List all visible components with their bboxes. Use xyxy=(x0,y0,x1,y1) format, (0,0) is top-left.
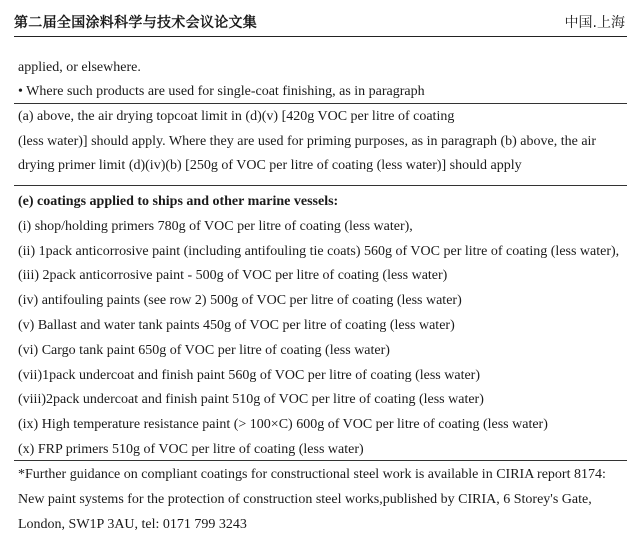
footnote-line: New paint systems for the protection of construction steel works,published by CIRIA, 6 Storey's Gate, xyxy=(18,492,592,507)
list-item: (x) FRP primers 510g of VOC per litre of coating (less water) xyxy=(18,442,364,457)
list-item: (viii)2pack undercoat and finish paint 510g of VOC per litre of coating (less water) xyxy=(18,392,484,407)
text-line: applied, or elsewhere. xyxy=(18,60,141,75)
conference-location: 中国.上海 xyxy=(564,15,625,31)
text-line: (less water)] should apply. Where they are used for priming purposes, as in paragraph (b) above, the air xyxy=(18,134,597,149)
list-item: (iv) antifouling paints (see row 2) 500g of VOC per litre of coating (less water) xyxy=(18,293,462,308)
footnote-line: London, SW1P 3AU, tel: 0171 799 3243 xyxy=(18,517,247,532)
list-item: (vii)1pack undercoat and finish paint 560g of VOC per litre of coating (less water) xyxy=(18,368,480,383)
list-item: (iii) 2pack anticorrosive paint - 500g of VOC per litre of coating (less water) xyxy=(18,268,448,283)
page-header xyxy=(14,10,627,37)
text-line: • Where such products are used for single-coat finishing, as in paragraph xyxy=(18,84,425,99)
section-heading: (e) coatings applied to ships and other marine vessels: xyxy=(18,194,339,209)
footnote-line: *Further guidance on compliant coatings for constructional steel work is available in CIRIA report 8174: xyxy=(18,467,606,482)
proceedings-title: 第二届全国涂料科学与技术会议论文集 xyxy=(14,15,258,31)
table-rule xyxy=(14,460,627,461)
table-rule xyxy=(14,185,627,186)
list-item: (ix) High temperature resistance paint (> 100×C) 600g of VOC per litre of coating (less water) xyxy=(18,417,548,432)
list-item: (vi) Cargo tank paint 650g of VOC per litre of coating (less water) xyxy=(18,343,390,358)
text-line: (a) above, the air drying topcoat limit in (d)(v) [420g VOC per litre of coating xyxy=(18,109,455,124)
list-item: (v) Ballast and water tank paints 450g of VOC per litre of coating (less water) xyxy=(18,318,455,333)
table-rule xyxy=(14,103,627,104)
text-line: drying primer limit (d)(iv)(b) [250g of VOC per litre of coating (less water)] should apply xyxy=(18,158,522,173)
list-item: (ii) 1pack anticorrosive paint (including antifouling tie coats) 560g of VOC per litre of coating (less water), xyxy=(18,244,620,259)
list-item: (i) shop/holding primers 780g of VOC per litre of coating (less water), xyxy=(18,219,413,234)
